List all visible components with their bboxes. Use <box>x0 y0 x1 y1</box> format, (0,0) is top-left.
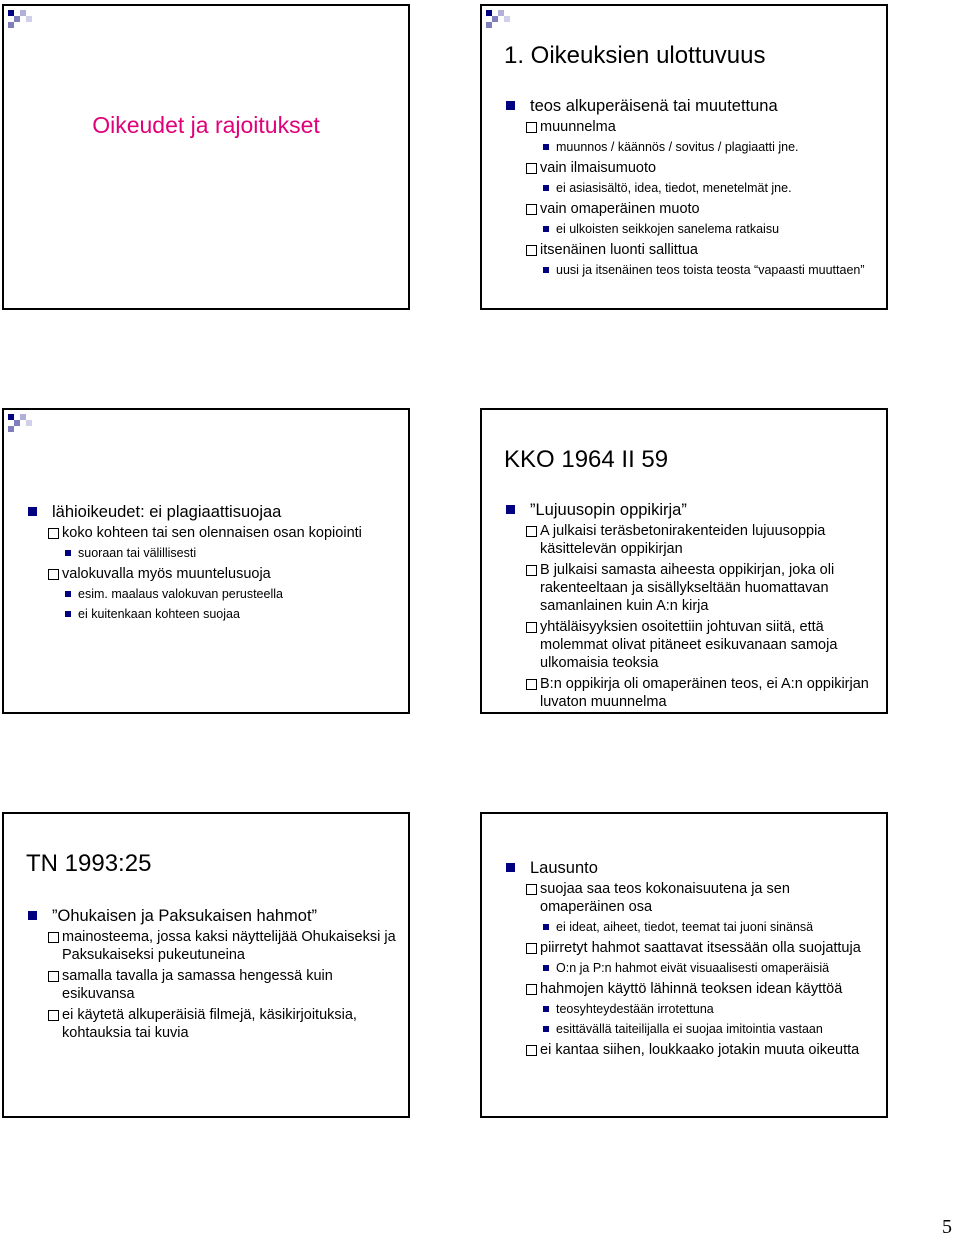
sub-bullet-item: vain ilmaisumuoto <box>504 159 876 177</box>
sub-bullet-item: ei kantaa siihen, loukkaako jotakin muuta oikeutta <box>504 1041 876 1059</box>
bullet-item: Lausunto <box>504 858 876 878</box>
sub-sub-bullet-item: ei ideat, aiheet, tiedot, teemat tai juoni sinänsä <box>504 919 876 935</box>
sub-bullet-item: piirretyt hahmot saattavat itsessään olla suojattuja <box>504 939 876 957</box>
sub-bullet-item: hahmojen käyttö lähinnä teoksen idean käyttöä <box>504 980 876 998</box>
sub-sub-bullet-item: ei ulkoisten seikkojen sanelema ratkaisu <box>504 221 876 237</box>
bullet-item: teos alkuperäisenä tai muutettuna <box>504 96 876 116</box>
slide-title: TN 1993:25 <box>26 850 152 877</box>
sub-bullet-item: vain omaperäinen muoto <box>504 200 876 218</box>
sub-bullet-item: itsenäinen luonti sallittua <box>504 241 876 259</box>
sub-bullet-item: samalla tavalla ja samassa hengessä kuin esikuvansa <box>26 967 398 1003</box>
slide-content <box>26 502 398 626</box>
slide-2 <box>480 4 888 310</box>
sub-bullet-item: yhtäläisyyksien osoitettiin johtuvan siitä, että molemmat olivat pitäneet esikuvanaan samoja ulkomaisia teoksia <box>504 618 876 672</box>
sub-sub-bullet-item: esim. maalaus valokuvan perusteella <box>26 586 398 602</box>
sub-bullet-item: mainosteema, jossa kaksi näyttelijää Ohukaiseksi ja Paksukaiseksi pukeutuneina <box>26 928 398 964</box>
slide-title: 1. Oikeuksien ulottuvuus <box>504 42 766 69</box>
slide-4 <box>480 408 888 714</box>
page-number: 5 <box>942 1216 952 1238</box>
template-logo-icon <box>6 8 36 28</box>
sub-sub-bullet-item: uusi ja itsenäinen teos toista teosta “vapaasti muuttaen” <box>504 262 876 278</box>
sub-sub-bullet-item: teosyhteydestään irrotettuna <box>504 1001 876 1017</box>
sub-sub-bullet-item: O:n ja P:n hahmot eivät visuaalisesti omaperäisiä <box>504 960 876 976</box>
slide-content <box>26 906 398 1045</box>
sub-bullet-item: A julkaisi teräsbetonirakenteiden lujuusoppia käsittelevän oppikirjan <box>504 522 876 558</box>
sub-bullet-item: valokuvalla myös muuntelusuoja <box>26 565 398 583</box>
slide-1 <box>2 4 410 310</box>
slide-content <box>504 858 876 1062</box>
sub-sub-bullet-item: ei asiasisältö, idea, tiedot, menetelmät jne. <box>504 180 876 196</box>
bullet-item: ”Lujuusopin oppikirja” <box>504 500 876 520</box>
sub-sub-bullet-item: suoraan tai välillisesti <box>26 545 398 561</box>
slide-6 <box>480 812 888 1118</box>
sub-bullet-item: muunnelma <box>504 118 876 136</box>
sub-bullet-item: B:n oppikirja oli omaperäinen teos, ei A:n oppikirjan luvaton muunnelma <box>504 675 876 711</box>
slide-title: Oikeudet ja rajoitukset <box>92 112 320 138</box>
slide-title: KKO 1964 II 59 <box>504 446 669 473</box>
sub-bullet-item: suojaa saa teos kokonaisuutena ja sen omaperäinen osa <box>504 880 876 916</box>
slide-content <box>504 96 876 282</box>
sub-bullet-item: koko kohteen tai sen olennaisen osan kopiointi <box>26 524 398 542</box>
template-logo-icon <box>6 412 36 432</box>
template-logo-icon <box>484 8 514 28</box>
bullet-item: ”Ohukaisen ja Paksukaisen hahmot” <box>26 906 398 926</box>
slide-content <box>504 500 876 714</box>
sub-bullet-item: B julkaisi samasta aiheesta oppikirjan, joka oli rakenteeltaan ja sisällykseltään huomattavan samanlainen kuin A:n kirja <box>504 561 876 615</box>
sub-bullet-item: ei käytetä alkuperäisiä filmejä, käsikirjoituksia, kohtauksia tai kuvia <box>26 1006 398 1042</box>
sub-sub-bullet-item: ei kuitenkaan kohteen suojaa <box>26 606 398 622</box>
slide-5 <box>2 812 410 1118</box>
sub-sub-bullet-item: esittävällä taiteilijalla ei suojaa imitointia vastaan <box>504 1021 876 1037</box>
bullet-item: lähioikeudet: ei plagiaattisuojaa <box>26 502 398 522</box>
slide-3 <box>2 408 410 714</box>
sub-sub-bullet-item: muunnos / käännös / sovitus / plagiaatti jne. <box>504 139 876 155</box>
